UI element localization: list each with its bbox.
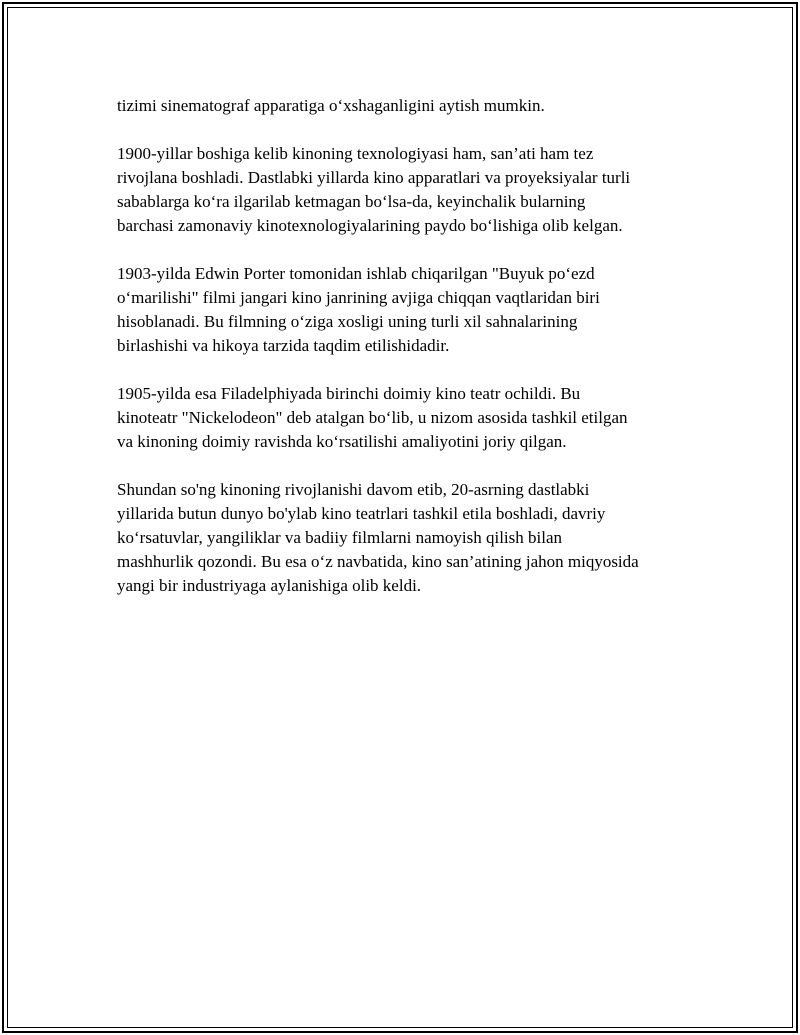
paragraph-development: Shundan so'ng kinoning rivojlanishi davom etib, 20-asrning dastlabki yillarida butun dunyo bo'ylab kino teatrlari tashkil etila boshladi, davriy koʻrsatuvlar, yangiliklar va badiiy filmlarni namoyish qilish bilan mashhurlik qozondi. Bu esa oʻz navbatida, kino san’atining jahon miqyosida yangi bir industriyaga aylanishiga olib keldi. [117,480,639,595]
paragraph-continuation: tizimi sinematograf apparatiga oʻxshaganligini aytish mumkin. [117,96,545,115]
paragraph-1903: 1903-yilda Edwin Porter tomonidan ishlab chiqarilgan "Buyuk poʻezd oʻmarilishi" filmi jangari kino janrining avjiga chiqqan vaqtlaridan biri hisoblanadi. Bu filmning oʻziga xosligi uning turli xil sahnalarining birlashishi va hikoya tarzida taqdim etilishidadir. [117,264,600,355]
paragraph-1900: 1900-yillar boshiga kelib kinoning texnologiyasi ham, san’ati ham tez rivojlana boshladi. Dastlabki yillarda kino apparatlari va proyeksiyalar turli sabablarga koʻra ilgarilab ketmagan boʻlsa-da, keyinchalik bularning barchasi zamonaviy kinotexnologiyalarining paydo boʻlishiga olib kelgan. [117,144,631,235]
paragraph-1905: 1905-yilda esa Filadelphiyada birinchi doimiy kino teatr ochildi. Bu kinoteatr "Nickelodeon" deb atalgan boʻlib, u nizom asosida tashkil etilgan va kinoning doimiy ravishda koʻrsatilishi amaliyotini joriy qilgan. [117,384,628,451]
document-body [117,94,697,622]
